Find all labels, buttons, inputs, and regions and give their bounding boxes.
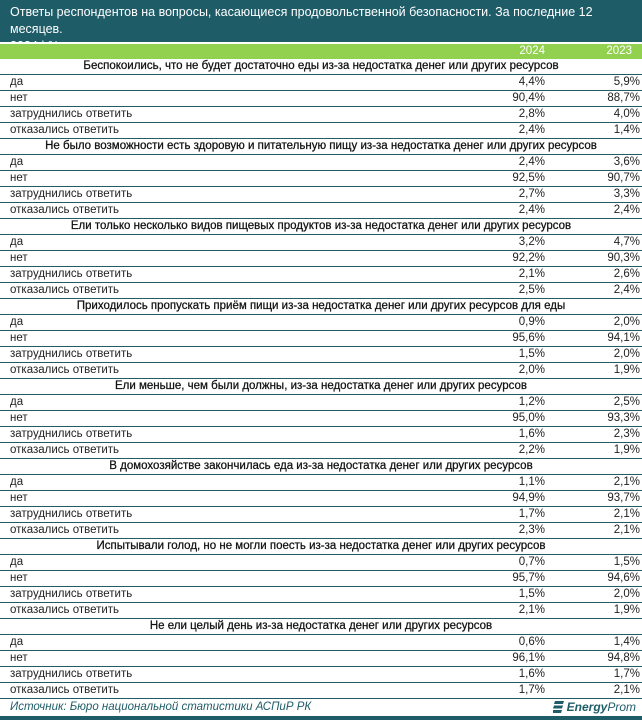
table-row xyxy=(0,667,642,683)
table-row xyxy=(0,363,642,379)
value-2023: 90,7% xyxy=(607,172,640,184)
value-2024: 2,4% xyxy=(518,124,545,136)
column-header-2024: 2024 xyxy=(519,45,545,57)
row-label: затруднились ответить xyxy=(10,268,133,280)
row-label: нет xyxy=(10,172,28,184)
table-row xyxy=(0,491,642,507)
row-label: отказались ответить xyxy=(10,524,120,536)
row-label: нет xyxy=(10,412,28,424)
group-title: Не ели целый день из-за недостатка денег или других ресурсов xyxy=(0,619,642,635)
value-2024: 2,4% xyxy=(518,156,545,168)
row-label: отказались ответить xyxy=(10,124,120,136)
row-label: затруднились ответить xyxy=(10,508,133,520)
table-row xyxy=(0,187,642,203)
value-2023: 1,5% xyxy=(613,556,640,568)
value-2024: 95,6% xyxy=(512,332,545,344)
chart-title xyxy=(0,0,642,42)
value-2023: 2,1% xyxy=(613,476,640,488)
value-2024: 95,7% xyxy=(512,572,545,584)
table-row xyxy=(0,411,642,427)
group-title: Приходилось пропускать приём пищи из-за недостатка денег или других ресурсов для еды xyxy=(0,299,642,315)
table-row xyxy=(0,331,642,347)
table-row xyxy=(0,395,642,411)
row-label: отказались ответить xyxy=(10,204,120,216)
row-label: нет xyxy=(10,92,28,104)
table-row xyxy=(0,443,642,459)
value-2024: 0,7% xyxy=(518,556,545,568)
row-label: затруднились ответить xyxy=(10,188,133,200)
value-2024: 2,4% xyxy=(518,204,545,216)
row-label: затруднились ответить xyxy=(10,108,133,120)
value-2023: 2,4% xyxy=(613,284,640,296)
group-title: Ели только несколько видов пищевых продуктов из-за недостатка денег или других ресурсов xyxy=(0,219,642,235)
table-row xyxy=(0,315,642,331)
value-2023: 2,0% xyxy=(613,588,640,600)
title-line-1: Ответы респондентов на вопросы, касающиеся продовольственной безопасности. За последние 12 месяцев. xyxy=(10,5,593,36)
table-row xyxy=(0,555,642,571)
value-2023: 88,7% xyxy=(607,92,640,104)
value-2023: 2,1% xyxy=(613,684,640,696)
row-label: затруднились ответить xyxy=(10,348,133,360)
value-2024: 2,7% xyxy=(518,188,545,200)
value-2024: 2,1% xyxy=(518,268,545,280)
value-2024: 1,7% xyxy=(518,508,545,520)
value-2024: 92,5% xyxy=(512,172,545,184)
row-label: отказались ответить xyxy=(10,604,120,616)
bottom-band xyxy=(0,716,642,720)
value-2023: 1,9% xyxy=(613,444,640,456)
row-label: да xyxy=(10,316,24,328)
value-2024: 2,3% xyxy=(518,524,545,536)
value-2024: 1,7% xyxy=(518,684,545,696)
value-2023: 3,6% xyxy=(613,156,640,168)
value-2024: 2,8% xyxy=(518,108,545,120)
table-row xyxy=(0,603,642,619)
value-2024: 2,2% xyxy=(518,444,545,456)
value-2024: 94,9% xyxy=(512,492,545,504)
value-2024: 3,2% xyxy=(518,236,545,248)
value-2023: 2,1% xyxy=(613,508,640,520)
table-row xyxy=(0,651,642,667)
table-row xyxy=(0,571,642,587)
footer xyxy=(0,700,642,716)
table-row xyxy=(0,235,642,251)
value-2023: 90,3% xyxy=(607,252,640,264)
value-2024: 0,9% xyxy=(518,316,545,328)
value-2024: 1,2% xyxy=(518,396,545,408)
value-2024: 1,6% xyxy=(518,428,545,440)
table-row xyxy=(0,123,642,139)
table-row xyxy=(0,75,642,91)
row-label: нет xyxy=(10,332,28,344)
table-row xyxy=(0,107,642,123)
row-label: затруднились ответить xyxy=(10,588,133,600)
table-row xyxy=(0,203,642,219)
table-row xyxy=(0,587,642,603)
value-2023: 2,1% xyxy=(613,524,640,536)
data-table xyxy=(0,59,642,699)
value-2023: 1,7% xyxy=(613,668,640,680)
logo-text-energy: Energy xyxy=(566,700,608,714)
source-note: Источник: Бюро национальной статистики АСПиР РК xyxy=(10,701,312,713)
table-row xyxy=(0,267,642,283)
table-row xyxy=(0,635,642,651)
value-2023: 2,6% xyxy=(613,268,640,280)
value-2024: 4,4% xyxy=(518,76,545,88)
value-2024: 96,1% xyxy=(512,652,545,664)
table-row xyxy=(0,171,642,187)
value-2024: 2,0% xyxy=(518,364,545,376)
row-label: да xyxy=(10,476,24,488)
value-2023: 3,3% xyxy=(613,188,640,200)
table-row xyxy=(0,251,642,267)
column-header-row xyxy=(0,44,642,59)
value-2024: 1,1% xyxy=(518,476,545,488)
row-label: затруднились ответить xyxy=(10,668,133,680)
value-2023: 5,9% xyxy=(613,76,640,88)
table-row xyxy=(0,427,642,443)
row-label: да xyxy=(10,636,24,648)
value-2024: 92,2% xyxy=(512,252,545,264)
table-row xyxy=(0,523,642,539)
value-2023: 94,8% xyxy=(607,652,640,664)
value-2023: 94,1% xyxy=(607,332,640,344)
energyprom-logo xyxy=(553,700,636,714)
row-label: отказались ответить xyxy=(10,284,120,296)
column-header-2023: 2023 xyxy=(606,45,632,57)
value-2023: 1,4% xyxy=(613,636,640,648)
value-2023: 2,0% xyxy=(613,348,640,360)
value-2024: 1,6% xyxy=(518,668,545,680)
value-2023: 4,0% xyxy=(613,108,640,120)
value-2023: 2,3% xyxy=(613,428,640,440)
row-label: нет xyxy=(10,652,28,664)
group-title: Ели меньше, чем были должны, из-за недостатка денег или других ресурсов xyxy=(0,379,642,395)
value-2023: 4,7% xyxy=(613,236,640,248)
value-2023: 94,6% xyxy=(607,572,640,584)
group-title: В домохозяйстве закончилась еда из-за недостатка денег или других ресурсов xyxy=(0,459,642,475)
row-label: да xyxy=(10,236,24,248)
row-label: да xyxy=(10,76,24,88)
table-row xyxy=(0,507,642,523)
value-2024: 1,5% xyxy=(518,348,545,360)
value-2023: 2,0% xyxy=(613,316,640,328)
row-label: нет xyxy=(10,252,28,264)
table-row xyxy=(0,155,642,171)
row-label: нет xyxy=(10,492,28,504)
table-row xyxy=(0,283,642,299)
table-row xyxy=(0,91,642,107)
row-label: да xyxy=(10,396,24,408)
value-2023: 2,4% xyxy=(613,204,640,216)
value-2023: 93,3% xyxy=(607,412,640,424)
logo-stripes-icon xyxy=(553,701,564,713)
table-row xyxy=(0,683,642,699)
value-2024: 90,4% xyxy=(512,92,545,104)
row-label: да xyxy=(10,156,24,168)
value-2023: 2,5% xyxy=(613,396,640,408)
logo-text-prom: Prom xyxy=(607,700,636,714)
value-2024: 2,5% xyxy=(518,284,545,296)
row-label: да xyxy=(10,556,24,568)
row-label: отказались ответить xyxy=(10,684,120,696)
value-2024: 95,0% xyxy=(512,412,545,424)
value-2024: 2,1% xyxy=(518,604,545,616)
table-row xyxy=(0,475,642,491)
row-label: нет xyxy=(10,572,28,584)
value-2023: 1,4% xyxy=(613,124,640,136)
value-2023: 93,7% xyxy=(607,492,640,504)
value-2023: 1,9% xyxy=(613,364,640,376)
value-2024: 0,6% xyxy=(518,636,545,648)
row-label: затруднились ответить xyxy=(10,428,133,440)
value-2023: 1,9% xyxy=(613,604,640,616)
row-label: отказались ответить xyxy=(10,444,120,456)
table-row xyxy=(0,347,642,363)
value-2024: 1,5% xyxy=(518,588,545,600)
row-label: отказались ответить xyxy=(10,364,120,376)
group-title: Испытывали голод, но не могли поесть из-за недостатка денег или других ресурсов xyxy=(0,539,642,555)
group-title: Не было возможности есть здоровую и питательную пищу из-за недостатка денег или других ресурсов xyxy=(0,139,642,155)
group-title: Беспокоились, что не будет достаточно еды из-за недостатка денег или других ресурсов xyxy=(0,59,642,75)
